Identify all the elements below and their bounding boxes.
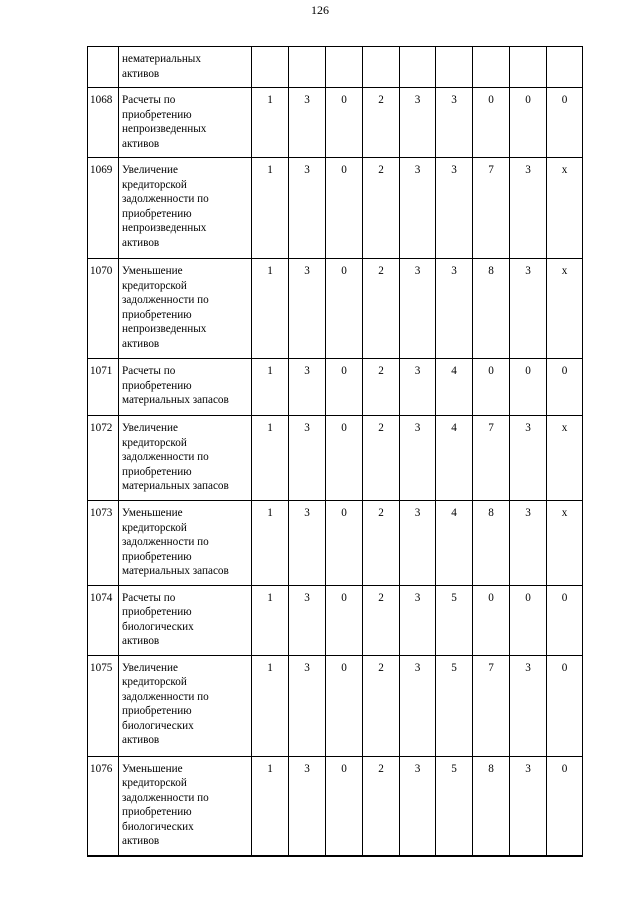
row-name-line: приобретению [122,550,192,563]
row-name-line: Расчеты по [122,591,176,604]
code-digit-3: 0 [326,259,363,359]
row-name-line: кредиторской [122,279,187,292]
row-name-line: задолженности по [122,294,209,306]
code-digit-7: 7 [473,655,510,756]
table-body [88,47,583,856]
row-name-line: биологических [122,820,194,833]
code-digit-5: 3 [400,359,436,416]
row-name [119,655,252,756]
code-digit-7: 0 [473,88,510,158]
code-digit-6 [436,47,473,88]
row-name-line: приобретению [122,108,192,121]
row-name [119,47,252,88]
code-digit-9: х [547,416,583,501]
code-digit-7: 8 [473,501,510,586]
code-digit-9: 0 [547,655,583,756]
page-number: 126 [311,3,329,17]
row-name-line: материальных запасов [122,565,229,577]
row-name-line: кредиторской [122,777,187,789]
row-name-line: биологических [122,620,194,633]
code-digit-3: 0 [326,158,363,259]
code-digit-1: 1 [252,756,289,856]
row-name-line: задолженности по [122,690,209,703]
row-name [119,259,252,359]
code-digit-2: 3 [289,416,326,501]
table-row [88,158,583,259]
row-name-line: приобретению [122,379,192,392]
code-digit-4: 2 [363,756,400,856]
row-name [119,416,252,501]
code-digit-4: 2 [363,585,400,655]
table-row [88,756,583,856]
row-name-line: непроизведенных [122,323,207,335]
code-digit-1: 1 [252,359,289,416]
code-digit-3 [326,47,363,88]
code-digit-9: 0 [547,359,583,416]
row-name-line: кредиторской [122,178,187,191]
code-digit-2: 3 [289,259,326,359]
code-digit-3: 0 [326,88,363,158]
code-digit-5: 3 [400,416,436,501]
code-digit-2 [289,47,326,88]
code-digit-2: 3 [289,501,326,586]
row-name-line: приобретению [122,806,192,818]
row-code: 1068 [88,88,119,158]
row-name [119,88,252,158]
row-name-line: кредиторской [122,676,187,688]
row-code: 1072 [88,416,119,501]
row-name-line: нематериальных [122,53,201,65]
row-name-line: Уменьшение [122,762,183,775]
row-name-line: кредиторской [122,436,187,449]
code-digit-8 [510,47,547,88]
row-name-line: непроизведенных [122,222,207,234]
table-row [88,259,583,359]
code-digit-4: 2 [363,416,400,501]
code-digit-4: 2 [363,655,400,756]
code-digit-6: 5 [436,756,473,856]
code-digit-3: 0 [326,359,363,416]
table-row [88,88,583,158]
code-digit-9 [547,47,583,88]
code-digit-6: 5 [436,655,473,756]
code-digit-3: 0 [326,655,363,756]
row-name-line: биологических [122,719,194,732]
row-name-line: Увеличение [122,164,178,176]
row-name-line: приобретению [122,705,192,717]
code-digit-4: 2 [363,259,400,359]
row-code: 1071 [88,359,119,416]
code-digit-3: 0 [326,501,363,586]
row-name-line: приобретению [122,465,192,478]
code-digit-6: 3 [436,88,473,158]
code-digit-8: 3 [510,259,547,359]
code-digit-2: 3 [289,359,326,416]
code-digit-9: 0 [547,585,583,655]
code-digit-7: 8 [473,756,510,856]
accounts-table [87,46,583,857]
code-digit-6: 3 [436,259,473,359]
code-digit-1: 1 [252,88,289,158]
row-name-line: Расчеты по [122,94,176,106]
code-digit-4: 2 [363,359,400,416]
table-row [88,655,583,756]
code-digit-1: 1 [252,158,289,259]
code-digit-8: 0 [510,88,547,158]
code-digit-9: 0 [547,756,583,856]
code-digit-7: 7 [473,416,510,501]
code-digit-2: 3 [289,756,326,856]
code-digit-8: 0 [510,585,547,655]
code-digit-4: 2 [363,158,400,259]
code-digit-6: 3 [436,158,473,259]
row-name-line: Уменьшение [122,507,183,519]
code-digit-6: 4 [436,501,473,586]
code-digit-7: 8 [473,259,510,359]
row-name-line: Увеличение [122,661,178,674]
code-digit-9: х [547,259,583,359]
row-name-line: активов [122,137,160,150]
code-digit-8: 3 [510,416,547,501]
code-digit-4: 2 [363,88,400,158]
code-digit-2: 3 [289,655,326,756]
row-name-line: активов [122,734,160,746]
row-name [119,756,252,856]
code-digit-9: х [547,501,583,586]
row-name-line: активов [122,337,160,350]
row-name-line: активов [122,236,160,249]
row-code: 1070 [88,259,119,359]
code-digit-3: 0 [326,416,363,501]
table-row [88,585,583,655]
row-name-line: задолженности по [122,791,209,804]
code-digit-1: 1 [252,585,289,655]
row-name-line: задолженности по [122,451,209,463]
code-digit-1 [252,47,289,88]
code-digit-4: 2 [363,501,400,586]
code-digit-4 [363,47,400,88]
row-name-line: активов [122,635,160,647]
code-digit-5: 3 [400,259,436,359]
row-name [119,585,252,655]
code-digit-7: 7 [473,158,510,259]
code-digit-6: 4 [436,359,473,416]
row-code: 1076 [88,756,119,856]
code-digit-7 [473,47,510,88]
row-code: 1074 [88,585,119,655]
row-name [119,359,252,416]
code-digit-9: 0 [547,88,583,158]
table-row [88,416,583,501]
code-digit-5: 3 [400,501,436,586]
code-digit-5: 3 [400,655,436,756]
row-name [119,501,252,586]
row-name-line: приобретению [122,606,192,618]
code-digit-8: 3 [510,158,547,259]
code-digit-6: 5 [436,585,473,655]
code-digit-8: 3 [510,756,547,856]
code-digit-1: 1 [252,259,289,359]
code-digit-3: 0 [326,585,363,655]
table-row [88,47,583,88]
code-digit-5: 3 [400,88,436,158]
row-name-line: приобретению [122,207,192,220]
row-code [88,47,119,88]
code-digit-7: 0 [473,359,510,416]
row-name-line: Расчеты по [122,365,176,377]
code-digit-8: 0 [510,359,547,416]
code-digit-9: х [547,158,583,259]
code-digit-6: 4 [436,416,473,501]
code-digit-2: 3 [289,158,326,259]
code-digit-1: 1 [252,416,289,501]
table-row [88,501,583,586]
code-digit-5: 3 [400,585,436,655]
row-code: 1073 [88,501,119,586]
code-digit-3: 0 [326,756,363,856]
row-name-line: приобретению [122,308,192,321]
code-digit-1: 1 [252,655,289,756]
row-name-line: активов [122,67,160,80]
row-name-line: материальных запасов [122,394,229,406]
code-digit-5: 3 [400,756,436,856]
code-digit-7: 0 [473,585,510,655]
row-code: 1069 [88,158,119,259]
row-name-line: кредиторской [122,521,187,534]
code-digit-5 [400,47,436,88]
code-digit-1: 1 [252,501,289,586]
row-name-line: задолженности по [122,193,209,205]
row-name-line: активов [122,835,160,847]
code-digit-2: 3 [289,88,326,158]
code-digit-8: 3 [510,655,547,756]
row-name-line: непроизведенных [122,123,207,135]
row-name [119,158,252,259]
row-name-line: материальных запасов [122,480,229,492]
code-digit-2: 3 [289,585,326,655]
row-name-line: задолженности по [122,536,209,548]
row-name-line: Увеличение [122,422,178,434]
table-row [88,359,583,416]
row-name-line: Уменьшение [122,265,183,277]
code-digit-8: 3 [510,501,547,586]
row-code: 1075 [88,655,119,756]
code-digit-5: 3 [400,158,436,259]
